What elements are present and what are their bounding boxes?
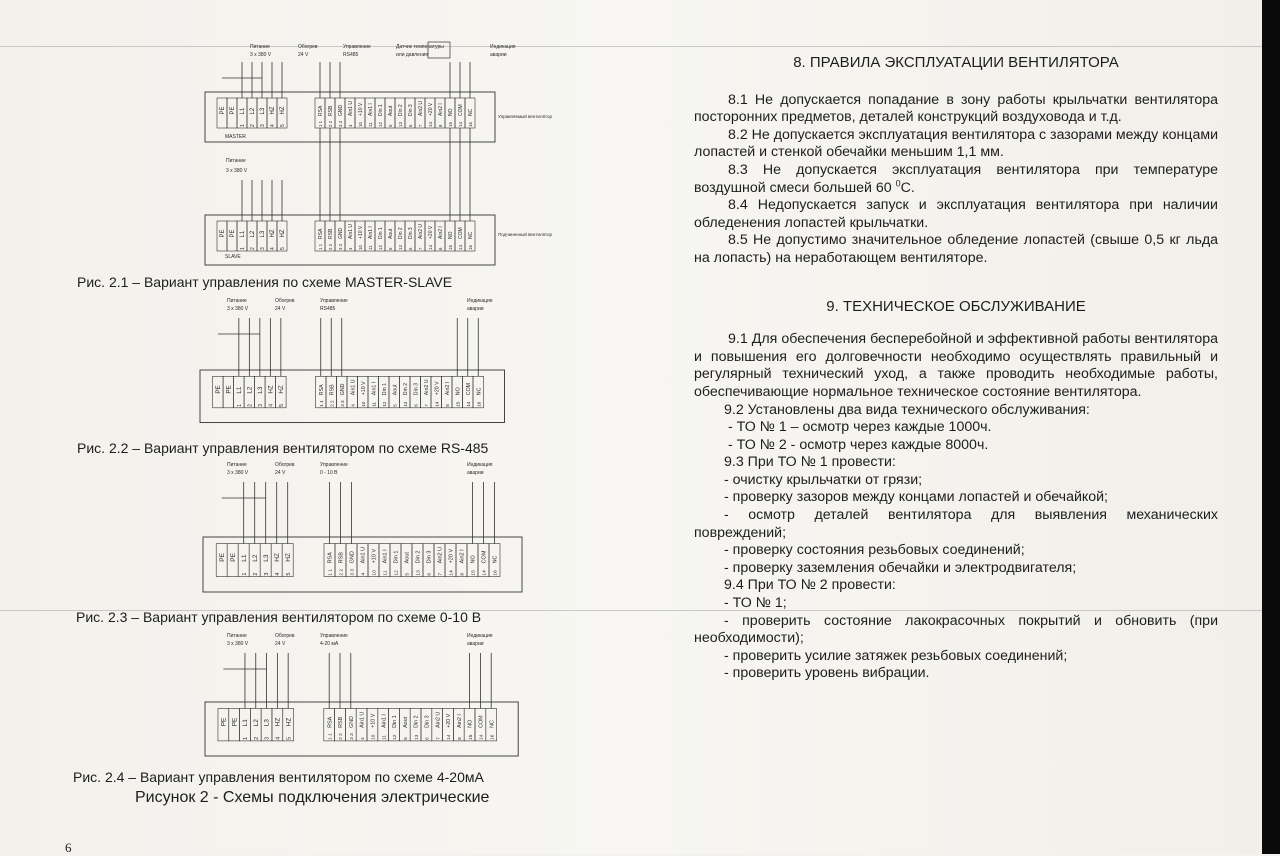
fig1-master-terminal-left-num: 5 (280, 124, 286, 127)
fig2-power-title: Питание (227, 298, 247, 304)
wiring-diagrams (0, 0, 620, 790)
para-9-4-d: - проверить уровень вибрации. (724, 665, 930, 682)
para-9-4-a: - ТО № 1; (724, 595, 787, 612)
fig1-slave-terminal-right-label: NO (448, 231, 454, 239)
fig2-terminal-left-label: L1 (235, 386, 243, 394)
fig3-terminal-right-label: Din 3 (426, 550, 433, 564)
fig2-terminal-right-label: RSB (329, 384, 336, 396)
fig4-terminal-right-label: Ain2 U (435, 711, 442, 728)
page-number: 6 (65, 840, 72, 855)
fig4-terminal-right-num: 6 (425, 737, 431, 740)
fig3-control-title: Управление (320, 462, 348, 468)
fig3-power-value: 3 x 380 V (227, 470, 249, 476)
fig2-terminal-right-num: 10 (360, 401, 366, 407)
fig1-control-value: RS485 (343, 52, 359, 58)
fig1-slave-power-value: 3 x 380 V (226, 168, 248, 174)
para-8-5: 8.5 Не допустимо значительное обледение лопастей (свыше 0,5 кг льда на лопасть) на неработающем вентиляторе. (694, 232, 1218, 266)
fig1-master-terminal-right-label: +20 V (428, 102, 434, 116)
fig1-slave-terminal-left-num: 2 (250, 247, 256, 250)
fig3-terminal-left-label: PE (229, 552, 237, 562)
fig1-master-terminal-right-num: 1 1 (318, 120, 323, 127)
fig1-master-terminal-left-label: HZ (280, 106, 286, 115)
fig3-terminal-right-num: 14 (482, 570, 488, 576)
fig2-terminal-left-num: 5 (278, 403, 285, 407)
fig1-master-terminal-right-num: 15 (448, 122, 453, 127)
fig1-master-terminal-left-label: L2 (250, 107, 256, 115)
fig2-terminal-right-label: NO (455, 387, 462, 396)
fig3-terminal-right-label: Din 1 (393, 550, 400, 564)
fig2-terminal-right-num: 15 (455, 401, 461, 407)
fig3-terminal-right-num: 7 (438, 572, 444, 576)
fig3-terminal-right-label: Ain1 I (382, 549, 389, 564)
fig1-slave-terminal-left-num: 1 (240, 247, 246, 250)
fig4-terminal-right-num: 4 (360, 737, 366, 740)
fig2-terminal-right-num: 14 (465, 401, 471, 407)
fig2-terminal-right-label: +10 V (360, 381, 367, 396)
fig2-terminal-right-label: Ain1 U (350, 379, 357, 396)
fig1-master-label: MASTER (225, 134, 246, 140)
fig2-terminal-right-num: 16 (476, 401, 482, 407)
fig3-terminal-right-num: 3 3 (350, 568, 356, 576)
fig1-master-terminal-left-label: PE (220, 106, 226, 115)
fig1-slave-terminal-right-num: 4 (348, 247, 353, 250)
fig1-slave-terminal-left-num: 4 (270, 247, 276, 250)
fig3-terminal-right-label: Din 2 (415, 550, 422, 564)
fig4-terminal-left-label: L1 (242, 719, 250, 727)
fig4-terminal-right-num: 2 2 (339, 733, 345, 740)
fig1-master-terminal-right-label: +10 V (358, 102, 364, 116)
fig3-terminal-left-num: 1 (241, 572, 248, 576)
fig2-terminal-right-label: Din 3 (413, 382, 420, 396)
fig3-terminal-right-label: NO (470, 555, 477, 564)
fig4-terminal-right-num: 13 (414, 734, 420, 740)
fig4-terminal-left-label: L2 (252, 719, 260, 727)
fig1-slave-board-outline (205, 215, 495, 265)
fig1-slave-terminal-right-num: 2 2 (328, 243, 333, 250)
fig4-terminal-right-num: 12 (393, 734, 399, 740)
fig2-board-outline (200, 370, 505, 423)
fig2-terminal-right-label: Aout (392, 384, 399, 396)
fig4-heating-title: Обогрев (275, 633, 295, 639)
fig1-slave-terminal-right-label: +20 V (428, 225, 434, 239)
fig1-master-terminal-right-num: 8 (438, 124, 443, 127)
fig1-master-terminal-right-label: NC (468, 108, 474, 116)
fig1-alarm-value: аварии (490, 52, 507, 58)
fig4-terminal-left-num: 3 (264, 736, 271, 740)
fig3-terminal-left-label: PE (218, 552, 226, 562)
fig4-terminal-left-label: PE (231, 717, 239, 727)
fig3-terminal-left-label: HZ (273, 552, 281, 562)
fig2-terminal-left-label: L2 (246, 386, 254, 394)
para-9-3-e: - проверку заземления обечайки и электродвигателя; (724, 559, 1077, 576)
fig1-slave-terminal-right-num: 10 (358, 245, 363, 250)
fig4-terminal-right-num: 14 (479, 734, 485, 740)
fig1-master-terminal-left-label: L1 (240, 107, 246, 115)
fig4-terminal-right-label: +10 V (370, 713, 377, 728)
fig1-master-terminal-right-label: Din 2 (398, 104, 404, 116)
fig1-heating-value: 24 V (298, 52, 309, 58)
fig4-terminal-right-label: +20 V (446, 713, 453, 728)
fig3-terminal-left-label: HZ (284, 552, 292, 562)
fig4-terminal-right-label: Aout (402, 716, 409, 728)
fig2-terminal-left-num: 2 (247, 403, 254, 407)
para-9-3-d: - проверку состояния резьбовых соединений; (724, 542, 1025, 559)
fig1-slave-terminal-right-num: 7 (418, 247, 423, 250)
fig4-terminal-right-num: 7 (436, 737, 442, 740)
fig1-slave-terminal-right-label: Ain1 U (348, 223, 354, 239)
fig4-terminal-right-label: RSB (338, 716, 345, 728)
fig3-control-value: 0 - 10 В (320, 470, 338, 476)
fig1-alarm-title: Индикация (490, 44, 516, 50)
fig2-terminal-left-label: PE (225, 385, 233, 394)
fig4-terminal-left-num: 5 (286, 736, 293, 740)
fig4-terminal-right-num: 8 (457, 737, 463, 740)
fig1-master-terminal-left-label: PE (230, 106, 236, 115)
fig1-slave-terminal-right-label: RSB (328, 228, 334, 239)
fig3-terminal-right-label: RSA (327, 552, 334, 564)
fig1-slave-terminal-left-label: HZ (270, 229, 276, 238)
fig3-terminal-right-num: 15 (471, 570, 477, 576)
fig1-slave-terminal-right-num: 1 1 (318, 243, 323, 250)
fig3-heating-value: 24 V (275, 470, 286, 476)
fig1-power-title: Питание (250, 44, 270, 50)
fig2-terminal-right-label: +20 V (434, 381, 441, 396)
fig1-slave-terminal-right-num: 13 (398, 245, 403, 250)
fig1-master-terminal-right-label: GND (338, 104, 344, 116)
fig3-terminal-left-num: 4 (274, 572, 281, 576)
fig3-terminal-right-num: 8 (460, 572, 466, 576)
fig2-terminal-right-label: Ain2 I (444, 381, 451, 396)
fig3-terminal-right-label: GND (349, 551, 356, 564)
fig3-terminal-right-label: Aout (404, 552, 411, 564)
fig4-terminal-right-label: Din 1 (392, 715, 399, 728)
fig2-terminal-left-num: 1 (236, 403, 243, 407)
fig4-alarm-value: аварии (467, 641, 484, 647)
fig1-master-terminal-right-num: 6 (408, 124, 413, 127)
fig1-master-terminal-right-num: 13 (398, 122, 403, 127)
fig4-power-value: 3 x 380 V (227, 641, 249, 647)
para-9-4-c: - проверить усилие затяжек резьбовых соединений; (724, 647, 1068, 664)
fig2-power-value: 3 x 380 V (227, 306, 249, 312)
para-9-3-a: - очистку крыльчатки от грязи; (724, 471, 923, 488)
fig4-control-value: 4-20 мА (320, 641, 339, 647)
fig2-terminal-right-num: 1 1 (318, 400, 324, 407)
fig3-terminal-left-num: 3 (263, 572, 270, 576)
caption-fig-2-4: Рис. 2.4 – Вариант управления вентилятором по схеме 4-20мА (73, 769, 484, 785)
fig1-sensor-title: Датчик температуры (396, 44, 444, 50)
caption-fig-2-3: Рис. 2.3 – Вариант управления вентилятором по схеме 0-10 В (76, 609, 482, 625)
fig2-terminal-right-num: 7 (423, 404, 429, 407)
fig2-terminal-right-num: 3 3 (339, 400, 345, 407)
scan-border (1262, 0, 1280, 854)
fig3-alarm-value: аварии (467, 470, 484, 476)
section-9-title: 9. ТЕХНИЧЕСКОЕ ОБСЛУЖИВАНИЕ (826, 297, 1086, 315)
fig2-terminal-right-label: NC (476, 387, 483, 396)
fig4-terminal-left-label: PE (220, 717, 228, 727)
para-9-3-c: - осмотр деталей вентилятора для выявления механических повреждений; (694, 507, 1218, 541)
fig4-terminal-right-label: Din 3 (424, 715, 431, 728)
fig2-terminal-right-label: COM (465, 382, 472, 396)
para-8-4: 8.4 Недопускается запуск и эксплуатация вентилятора при наличии обледенения лопастей крыльчатки. (694, 197, 1218, 231)
fig4-terminal-right-num: 1 1 (328, 733, 334, 740)
fig3-terminal-right-label: Ain1 U (360, 546, 367, 564)
fig1-slave-terminal-left-label: HZ (280, 229, 286, 238)
fig1-slave-label: SLAVE (225, 254, 241, 260)
fig4-terminal-right-label: NO (467, 719, 474, 728)
fig3-heating-title: Обогрев (275, 462, 295, 468)
fig3-terminal-right-num: 6 (427, 572, 433, 576)
para-9-4-b: - проверить состояние лакокрасочных покрытий и обновить (при необходимости); (694, 612, 1218, 647)
fig1-master-terminal-left-label: L3 (260, 107, 266, 115)
fig2-alarm-value: аварии (467, 306, 484, 312)
fig4-terminal-right-num: 14 (447, 734, 453, 740)
fig3-terminal-right-num: 12 (394, 570, 400, 576)
fig2-terminal-right-label: Ain1 I (371, 381, 378, 396)
fig4-power-title: Питание (227, 633, 247, 639)
fig4-terminal-right-label: Ain1 I (381, 714, 388, 728)
fig4-terminal-left-label: HZ (285, 717, 293, 727)
fig4-terminal-right-num: 15 (468, 734, 474, 740)
fig3-board-outline (203, 537, 522, 592)
fig4-terminal-right-label: Ain2 I (456, 714, 463, 728)
fig2-terminal-right-label: Din 1 (381, 382, 388, 396)
fig2-terminal-right-label: RSA (318, 384, 325, 396)
fig1-master-terminal-right-label: Ain2 I (438, 103, 444, 116)
fig1-master-terminal-right-num: 14 (458, 122, 463, 127)
fig1-slave-terminal-right-label: Din 3 (408, 227, 414, 239)
fig3-terminal-right-num: 13 (416, 570, 422, 576)
fig1-master-terminal-right-num: 5 (388, 124, 393, 127)
fig1-slave-terminal-right-label: Din 2 (398, 227, 404, 239)
fig4-terminal-left-num: 4 (275, 736, 282, 740)
para-8-1: 8.1 Не допускается попадание в зону работы крыльчатки вентилятора посторонних предметов, деталей конструкций воздуховода и т.д. (694, 91, 1218, 126)
fig1-power-value: 3 x 380 V (250, 52, 272, 58)
fig1-master-terminal-right-num: 7 (418, 124, 423, 127)
fig2-terminal-right-num: 14 (434, 401, 440, 407)
fig1-slave-terminal-right-label: Din 1 (378, 227, 384, 239)
fig1-heating-title: Обогрев (298, 44, 318, 50)
text-column (694, 50, 1218, 683)
fig1-master-terminal-left-num: 2 (250, 124, 256, 127)
fig3-terminal-right-num: 16 (493, 570, 499, 576)
fig4-terminal-right-num: 5 (403, 737, 409, 740)
fig2-terminal-right-num: 12 (381, 401, 387, 407)
fig1-slave-terminal-right-num: 16 (468, 245, 473, 250)
fig1-slave-terminal-right-label: Ain2 U (418, 223, 424, 239)
fig1-master-terminal-right-num: 3 3 (338, 120, 343, 127)
fig3-alarm-title: Индикация (467, 462, 493, 468)
fig1-slave-terminal-left-label: L1 (240, 230, 246, 238)
fig2-terminal-right-num: 4 (350, 404, 356, 407)
fig1-slave-terminal-left-label: L2 (250, 230, 256, 238)
para-9-3: 9.3 При ТО № 1 провести: (724, 454, 896, 471)
fig1-slave-terminal-right-label: Aout (388, 228, 394, 239)
fig4-terminal-right-label: COM (478, 715, 485, 728)
fig2-terminal-left-num: 4 (268, 403, 275, 407)
fig1-slave-terminal-left-num: 5 (280, 247, 286, 250)
fig4-terminal-right-num: 10 (371, 734, 377, 740)
fig4-heating-value: 24 V (275, 641, 286, 647)
fig3-terminal-left-label: L3 (262, 554, 270, 562)
caption-fig-2-1: Рис. 2.1 – Вариант управления по схеме MASTER-SLAVE (77, 274, 453, 290)
fig3-terminal-right-label: NC (492, 555, 499, 564)
fig3-terminal-right-num: 14 (449, 570, 455, 576)
fig2-control-value: RS485 (320, 306, 336, 312)
fig1-slave-terminal-right-num: 14 (428, 245, 433, 250)
fig3-terminal-right-label: Ain2 U (437, 546, 444, 564)
fig1-master-terminal-right-label: Din 3 (408, 104, 414, 116)
fig2-terminal-left-label: HZ (277, 385, 285, 394)
fig1-master-board-outline (205, 92, 495, 142)
para-8-3: 8.3 Не допускается эксплуатация вентилятора при температуре воздушной смеси большей 60 $^0$С. (694, 161, 1218, 196)
figure-title: Рисунок 2 - Схемы подключения электрические (135, 789, 490, 806)
fig1-master-terminal-right-label: Ain1 I (368, 103, 374, 116)
fig2-terminal-left-label: HZ (267, 385, 275, 394)
fig1-master-terminal-right-num: 16 (468, 122, 473, 127)
fig1-master-terminal-right-label: COM (458, 104, 464, 116)
fig1-control-title: Управление (343, 44, 371, 50)
fig3-terminal-right-label: COM (481, 550, 488, 564)
fig1-master-terminal-right-num: 4 (348, 124, 353, 127)
fig1-master-terminal-right-num: 14 (428, 122, 433, 127)
fig1-slave-terminal-right-num: 6 (408, 247, 413, 250)
fig4-terminal-left-label: L3 (263, 719, 271, 727)
fig4-control-title: Управление (320, 633, 348, 639)
fig1-slave-terminal-left-label: L3 (260, 230, 266, 238)
fig3-terminal-right-label: +20 V (448, 548, 455, 564)
caption-fig-2-2: Рис. 2.2 – Вариант управления вентилятором по схеме RS-485 (77, 440, 489, 456)
fig2-control-title: Управление (320, 298, 348, 304)
fig1-slave-terminal-left-label: PE (230, 229, 236, 238)
fig3-terminal-left-num: 5 (285, 572, 292, 576)
fig3-terminal-right-label: Ain2 I (459, 549, 466, 564)
fig2-terminal-left-label: PE (214, 385, 222, 394)
fig1-master-terminal-right-num: 2 2 (328, 120, 333, 127)
fig4-terminal-left-label: HZ (274, 717, 282, 727)
fig1-slave-terminal-right-num: 3 3 (338, 243, 343, 250)
fig1-slave-terminal-left-label: PE (220, 229, 226, 238)
fig2-heating-value: 24 V (275, 306, 286, 312)
fig1-master-terminal-right-label: RSB (328, 105, 334, 116)
section-8-title: 8. ПРАВИЛА ЭКСПЛУАТАЦИИ ВЕНТИЛЯТОРА (793, 54, 1119, 71)
fig1-slave-terminal-right-num: 14 (458, 245, 463, 250)
fig2-terminal-left-label: L3 (256, 386, 264, 394)
fig1-master-terminal-left-num: 3 (260, 124, 266, 127)
fig2-terminal-left-num: 3 (257, 403, 264, 407)
fig1-master-terminal-right-label: Aout (388, 105, 394, 116)
fig1-master-terminal-right-label: NO (448, 108, 454, 116)
fig1-master-terminal-right-num: 10 (358, 122, 363, 127)
fig4-terminal-left-num: 2 (253, 736, 260, 740)
fig4-terminal-right-num: 16 (490, 734, 496, 740)
fig1-slave-power-title: Питание (226, 158, 246, 164)
fig2-terminal-right-num: 8 (444, 404, 450, 407)
fig3-terminal-left-label: L2 (251, 554, 259, 562)
fig2-terminal-right-label: GND (339, 383, 346, 396)
fig4-terminal-right-label: Din 2 (413, 715, 420, 728)
fig2-alarm-title: Индикация (467, 298, 493, 304)
para-9-2: 9.2 Установлены два вида технического обслуживания: (724, 401, 1090, 418)
fig1-sensor-sub: или давления (396, 52, 429, 58)
fig1-master-terminal-right-label: Din 1 (378, 104, 384, 116)
fig1-master-terminal-right-label: RSA (318, 105, 324, 116)
fig1-slave-terminal-right-num: 15 (448, 245, 453, 250)
fig2-terminal-right-num: 5 (392, 404, 398, 407)
fig1-slave-terminal-right-num: 5 (388, 247, 393, 250)
fig1-slave-terminal-right-label: GND (338, 227, 344, 239)
para-8-2: 8.2 Не допускается эксплуатация вентилятора с зазорами между концами лопастей и стенкой обечайки меньшим 1,1 мм. (694, 126, 1219, 161)
fig2-terminal-right-label: Din 2 (402, 382, 409, 396)
fig1-slave-terminal-right-label: COM (458, 227, 464, 239)
fig1-master-terminal-left-label: HZ (270, 106, 276, 115)
fig2-terminal-right-num: 11 (371, 402, 377, 407)
fig1-slave-terminal-right-label: +10 V (358, 225, 364, 239)
fig2-heating-title: Обогрев (275, 298, 295, 304)
fig4-terminal-right-label: RSA (327, 716, 334, 728)
fig1-controlled-fan-label: Управляемый вентилятор (498, 114, 553, 119)
fig3-terminal-right-num: 5 (405, 572, 411, 576)
fig3-terminal-left-label: L1 (240, 554, 248, 562)
fig2-terminal-right-label: Ain2 U (423, 379, 430, 396)
fig3-terminal-right-num: 1 1 (328, 568, 334, 576)
para-9-2-a: - ТО № 1 – осмотр через каждые 1000ч. (728, 419, 992, 436)
fig3-terminal-right-label: +10 V (371, 548, 378, 564)
fig1-master-terminal-right-label: Ain1 U (348, 100, 354, 116)
fig3-terminal-right-num: 11 (383, 570, 389, 576)
fig1-slave-terminal-right-label: Ain2 I (438, 226, 444, 239)
fig4-terminal-right-label: Ain1 U (359, 711, 366, 728)
fig1-master-terminal-right-num: 12 (378, 122, 383, 127)
para-9-1: 9.1 Для обеспечения бесперебойной и эффективной работы вентилятора и повышения его долговечности необходимо осуществлять правильный и регулярный технический уход, а также проводить необходимые работы, обеспечивающие нормальное техническое состояние вентилятора. (694, 331, 1218, 400)
fig4-alarm-title: Индикация (467, 633, 493, 639)
fig1-slave-terminal-right-num: 12 (378, 245, 383, 250)
fig1-slave-terminal-left-num: 3 (260, 247, 266, 250)
fig3-terminal-right-num: 10 (372, 570, 378, 576)
fig4-terminal-right-label: NC (489, 720, 496, 728)
fig1-master-terminal-right-label: Ain2 U (418, 100, 424, 116)
fig4-terminal-left-num: 1 (243, 736, 250, 740)
para-9-3-b: - проверку зазоров между концами лопастей и обечайкой; (724, 489, 1109, 506)
fig1-master-terminal-right-num: 11 (368, 122, 373, 127)
fig2-terminal-right-num: 6 (413, 404, 419, 407)
fig1-master-terminal-left-num: 4 (270, 124, 276, 127)
fig3-terminal-right-num: 2 2 (339, 568, 345, 576)
fig3-terminal-right-num: 4 (361, 572, 367, 576)
fig1-slave-fan-label: Подчиненный вентилятор (498, 232, 553, 237)
fig1-slave-terminal-right-num: 11 (368, 245, 373, 250)
fig4-terminal-right-label: GND (348, 715, 355, 728)
para-9-2-b: - ТО № 2 - осмотр через каждые 8000ч. (728, 436, 989, 453)
fig1-master-terminal-left-num: 1 (240, 124, 246, 127)
fig3-terminal-right-label: RSB (338, 552, 345, 564)
fig1-slave-terminal-right-label: NC (468, 231, 474, 239)
fig1-slave-terminal-right-num: 8 (438, 247, 443, 250)
para-9-4: 9.4 При ТО № 2 провести: (724, 577, 896, 594)
fig2-terminal-right-num: 13 (402, 401, 408, 407)
fig4-terminal-right-num: 11 (382, 734, 388, 740)
fig2-terminal-right-num: 2 2 (329, 400, 335, 407)
fig4-board-outline (205, 702, 518, 756)
fig3-terminal-left-num: 2 (252, 572, 259, 576)
fig1-slave-terminal-right-label: RSA (318, 228, 324, 239)
fig1-slave-terminal-right-label: Ain1 I (368, 226, 374, 239)
fig4-terminal-right-num: 3 3 (349, 733, 355, 740)
fig3-power-title: Питание (227, 462, 247, 468)
